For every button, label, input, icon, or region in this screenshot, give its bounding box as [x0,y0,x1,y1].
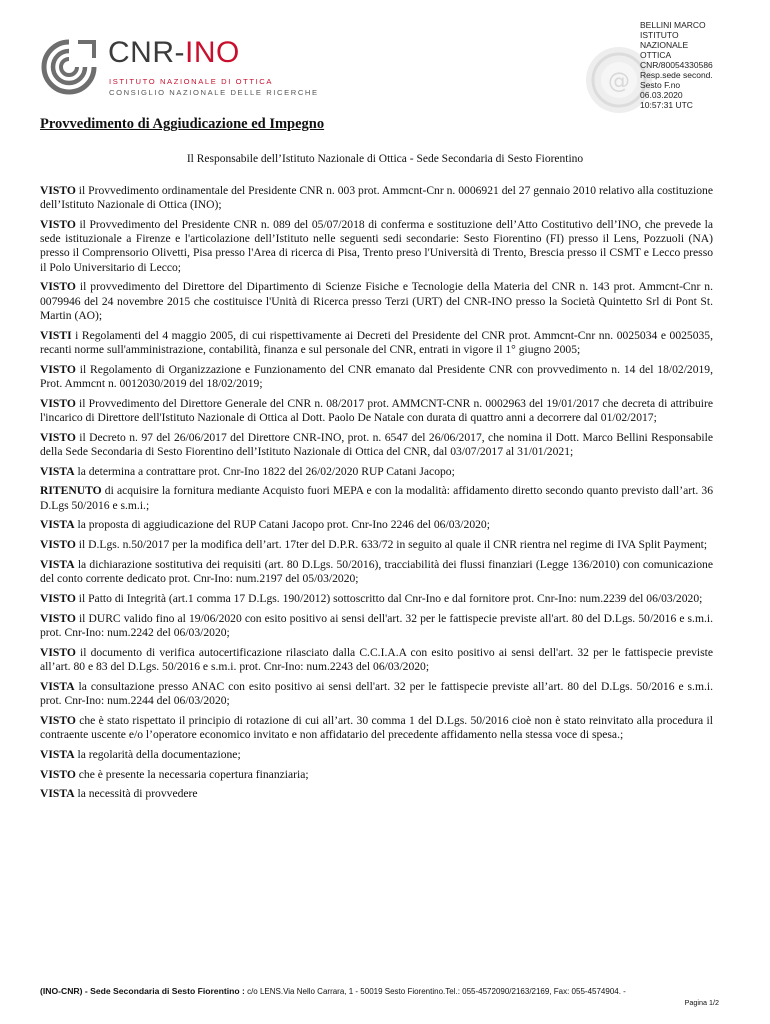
clause-paragraph [40,592,713,606]
clause-lead-word: VISTO [40,767,76,781]
clause-paragraph [40,484,713,512]
document-subtitle: Il Responsabile dell’Istituto Nazionale di Ottica - Sede Secondaria di Sesto Fiorentino [186,153,584,165]
clause-lead-word: VISTO [40,396,76,410]
clause-text: i Regolamenti del 4 maggio 2005, di cui rispettivamente ai Decreti del Presidente del CNR prot. Ammcnt-Cnr nn. 0025034 e 0025035, recanti norme sull'amministrazione, contabilità, finanza e sul personale del CNR, entrati in vigore il 1° giugno 2005; [40,328,713,356]
clause-lead-word: RITENUTO [40,484,102,498]
footer-address: c/o LENS.Via Nello Carrara, 1 - 50019 Sesto Fiorentino.Tel.: 055-4572090/2163/2169, Fax: 055-4574904. - [244,987,626,996]
clause-paragraph [40,612,713,640]
signature-line: NAZIONALE [640,40,689,50]
clause-text: il Provvedimento del Direttore Generale del CNR n. 08/2017 prot. AMMCNT-CNR n. 0002963 del 19/01/2017 che decreta di attribuire l'incarico di Direttore dell'Istituto Nazionale di Ottica al Dott. Paolo De Natale con durata di quattro anni a decorrere dal 01/02/2017; [40,396,713,424]
clause-text: il documento di verifica autocertificazione rilasciato dalla C.C.I.A.A con esito positivo ai sensi dell'art. 32 per le fattispecie previste all’art. 80 e 83 del D.Lgs. 50/2016 e s.m.i. prot. Cnr-Ino: num.2243 del 06/03/2020; [40,645,713,673]
signature-line: OTTICA [640,50,672,60]
clause-lead-word: VISTO [40,430,76,444]
clause-text: il Decreto n. 97 del 26/06/2017 del Direttore CNR-INO, prot. n. 6547 del 26/06/2017, che nomina il Dott. Marco Bellini Responsabile della Sede Secondaria di Sesto Fiorentino dell’Istituto Nazionale di Ottica del CNR, dal 03/07/2017 al 31/01/2021; [40,430,713,458]
clause-text: la consultazione presso ANAC con esito positivo ai sensi dell'art. 32 per le fattispecie previste all’art. 80 del D.Lgs. 50/2016 e s.m.i. prot. Cnr-Ino: num.2244 del 06/03/2020; [40,679,713,707]
clause-text: che è presente la necessaria copertura finanziaria; [75,767,309,781]
clause-text: il provvedimento del Direttore del Dipartimento di Scienze Fisiche e Tecnologie della Materia del CNR n. 143 prot. Ammcnt-Cnr n. 0079946 del 24 novembre 2015 che costituisce l'Unità di Ricerca presso Terzi (URT) del CNR-INO presso la Società Quintetto Srl di Pont St. Martin (AO); [40,280,713,322]
clause-lead-word: VISTO [40,362,76,376]
clause-lead-word: VISTA [40,679,75,693]
logo-subtitle-institute: ISTITUTO NAZIONALE DI OTTICA [109,77,274,86]
clause-paragraph [40,787,713,801]
clause-text: la determina a contrattare prot. Cnr-Ino 1822 del 26/02/2020 RUP Catani Jacopo; [74,464,455,478]
clause-lead-word: VISTA [40,787,75,801]
clause-paragraph [40,465,713,479]
clause-text: il DURC valido fino al 19/06/2020 con esito positivo ai sensi dell'art. 32 per le fattispecie previste all'art. 80 del D.Lgs. 50/2016 e s.m.i. prot. Cnr-Ino: num.2242 del 06/03/2020; [40,611,713,639]
clause-paragraph [40,714,713,742]
signature-line: ISTITUTO [640,30,679,40]
signature-line: 10:57:31 UTC [640,100,693,110]
clause-text: la regolarità della documentazione; [74,747,241,761]
clause-text: il Provvedimento del Presidente CNR n. 089 del 05/07/2018 di conferma e sostituzione dell’Atto Costitutivo dell’INO, che prevede la sede istituzionale a Firenze e l'articolazione dell’Istituto nelle seguenti sedi secondarie: Sesto Fiorentino (FI) presso il Lens, Pozzuoli (NA) presso il Comprensorio Olivetti, Pisa presso l'Area di ricerca di Pisa, Trento preso l'Università di Trento, Brescia presso il CSMT e Lecco presso il Polo Universitario di Lecco; [40,218,713,274]
signature-line: Resp.sede second. [640,70,713,80]
clause-paragraph [40,680,713,708]
clause-text: la necessità di provvedere [74,787,198,801]
logo-title [108,36,240,70]
clause-paragraph [40,218,713,275]
logo-title-prefix: CNR- [108,36,185,69]
clause-text: il Patto di Integrità (art.1 comma 17 D.Lgs. 190/2012) sottoscritto dal Cnr-Ino e dal fornitore prot. Cnr-Ino: num.2239 del 06/03/2020; [75,592,703,605]
clause-lead-word: VISTA [40,464,75,478]
clause-lead-word: VISTO [40,645,76,659]
logo-title-accent: INO [185,36,240,69]
clause-text: il D.Lgs. n.50/2017 per la modifica dell’art. 17ter del D.P.R. 633/72 in seguito al quale il CNR rientra nel regime di IVA Split Payment; [75,538,708,552]
clause-lead-word: VISTO [40,218,76,231]
clause-lead-word: VISTA [40,747,75,761]
signature-line: BELLINI MARCO [640,20,706,30]
clause-lead-word: VISTO [40,538,76,552]
clause-text: che è stato rispettato il principio di rotazione di cui all’art. 30 comma 1 del D.Lgs. 50/2016 cioè non è stato reinvitato alla procedura il contraente uscente e/o l’operatore economico invitato e non affidatario del precedente affidamento nella stessa voce di spesa.; [40,713,713,741]
clause-lead-word: VISTO [40,713,76,727]
cnr-logo-icon [38,36,100,98]
page-number: Pagina 1/2 [684,998,719,1007]
document-body [40,184,713,807]
clause-paragraph [40,363,713,391]
clause-lead-word: VISTO [40,592,76,605]
clause-paragraph [40,184,713,212]
footer-office-label: (INO-CNR) - Sede Secondaria di Sesto Fiorentino : [40,986,245,996]
clause-text: di acquisire la fornitura mediante Acquisto fuori MEPA e con la modalità: affidamento diretto secondo quanto previsto dall’art. 36 D.Lgs 50/2016 e s.m.i.; [40,484,713,512]
clause-paragraph [40,329,713,357]
clause-paragraph [40,558,713,586]
cnr-ino-logo [38,34,319,104]
clause-lead-word: VISTA [40,518,75,532]
clause-paragraph [40,646,713,674]
clause-lead-word: VISTO [40,184,76,197]
logo-subtitle-council: CONSIGLIO NAZIONALE DELLE RICERCHE [109,88,319,97]
page-footer [40,986,720,997]
clause-text: la proposta di aggiudicazione del RUP Catani Jacopo prot. Cnr-Ino 2246 del 06/03/2020; [74,518,490,532]
clause-paragraph [40,518,713,532]
clause-paragraph [40,431,713,459]
clause-paragraph [40,397,713,425]
signature-line: CNR/80054330586 [640,60,713,70]
document-title: Provvedimento di Aggiudicazione ed Impegno [40,116,325,132]
clause-text: il Provvedimento ordinamentale del Presidente CNR n. 003 prot. Ammcnt-Cnr n. 0006921 del 27 gennaio 2010 relativo alla costituzione dell’Istituto Nazionale di Ottica (INO); [40,184,713,212]
clause-lead-word: VISTA [40,558,75,571]
clause-lead-word: VISTO [40,280,76,294]
svg-text:@: @ [608,69,630,94]
clause-paragraph [40,280,713,323]
clause-lead-word: VISTO [40,611,76,625]
clause-paragraph [40,748,713,762]
clause-text: il Regolamento di Organizzazione e Funzionamento del CNR emanato dal Presidente CNR con provvedimento n. 14 del 18/02/2019, Prot. Ammcnt n. 0012030/2019 del 18/02/2019; [40,362,713,390]
clause-lead-word: VISTI [40,328,72,342]
document-header [0,0,770,120]
digital-signature-info [640,20,765,110]
signature-line: Sesto F.no [640,80,681,90]
clause-text: la dichiarazione sostitutiva dei requisiti (art. 80 D.Lgs. 50/2016), tracciabilità dei flussi finanziari (Legge 136/2010) con comunicazione del conto corrente dedicato prot. Cnr-Ino: num.2197 del 05/03/2020; [40,558,713,586]
clause-paragraph [40,538,713,552]
signature-line: 06.03.2020 [640,90,683,100]
clause-paragraph [40,768,713,782]
